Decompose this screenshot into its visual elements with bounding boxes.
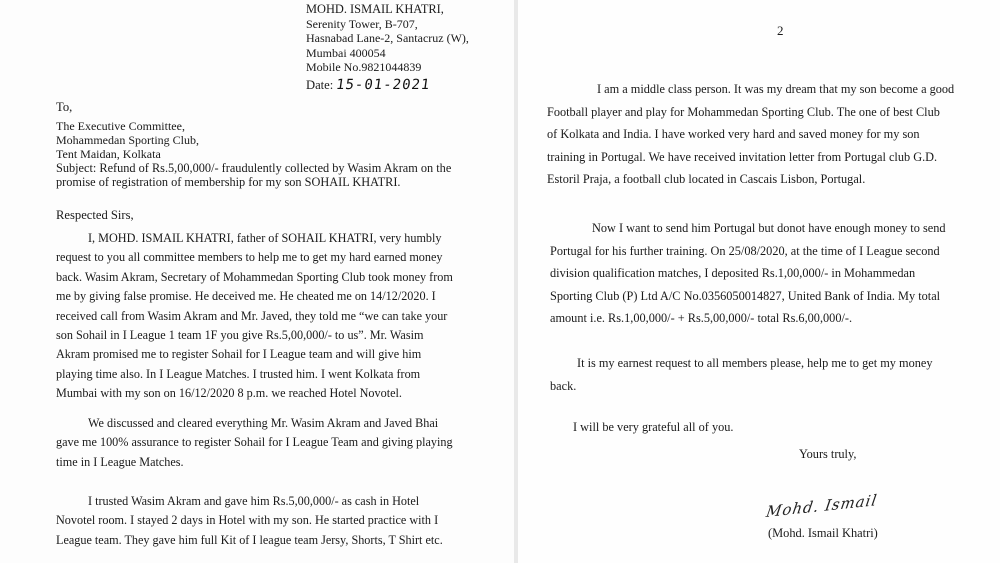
text-line: back. <box>550 378 577 393</box>
sender-address-line: Mumbai 400054 <box>306 46 386 60</box>
closing: Yours truly, <box>799 447 857 461</box>
paragraph-3 <box>56 492 443 550</box>
subject-line: Subject: Refund of Rs.5,00,000/- fraudulently collected by Wasim Akram on the <box>56 161 452 175</box>
text-line: We discussed and cleared everything Mr. Wasim Akram and Javed Bhai <box>88 416 439 430</box>
text-line: I, MOHD. ISMAIL KHATRI, father of SOHAIL KHATRI, very humbly <box>88 231 442 245</box>
handwritten-date: 15-01-2021 <box>335 77 432 93</box>
text-line: I am a middle class person. It was my dream that my son become a good <box>597 82 955 96</box>
text-line: me by giving false promise. He deceived me. He cheated me on 14/12/2020. I <box>56 289 436 304</box>
date-label: Date: <box>306 78 334 92</box>
text-line: It is my earnest request to all members please, help me to get my money <box>577 356 933 370</box>
recipient-line: Tent Maidan, Kolkata <box>56 147 161 161</box>
text-line: Novotel room. I stayed 2 days in Hotel with my son. He started practice with I <box>56 513 439 528</box>
text-line: I trusted Wasim Akram and gave him Rs.5,00,000/- as cash in Hotel <box>88 494 420 508</box>
sender-address-line: Serenity Tower, B-707, <box>306 17 418 31</box>
paragraph-3 <box>550 352 933 397</box>
signatory-name: (Mohd. Ismail Khatri) <box>768 526 878 540</box>
text-line: Mumbai with my son on 16/12/2020 8 p.m. we reached Hotel Novotel. <box>56 386 402 401</box>
text-line: division qualification matches, I deposited Rs.1,00,000/- in Mohammedan <box>550 266 916 280</box>
text-line: back. Wasim Akram, Secretary of Mohammedan Sporting Club took money from <box>56 269 453 284</box>
text-line: League team. They gave him full Kit of I league team Jersy, Shorts, T Shirt etc. <box>56 532 443 547</box>
date-line <box>306 77 431 93</box>
text-line: of Kolkata and India. I have worked very hard and saved money for my son <box>547 127 920 141</box>
paragraph-4: I will be very grateful all of you. <box>573 420 734 434</box>
recipient-line: The Executive Committee, <box>56 119 185 133</box>
page-number: 2 <box>777 23 784 38</box>
text-line: Now I want to send him Portugal but donot have enough money to send <box>592 221 946 235</box>
letter-page-2 <box>518 0 1000 563</box>
recipient-line: Mohammedan Sporting Club, <box>56 133 199 147</box>
paragraph-1 <box>547 78 954 191</box>
text-line: Football player and play for Mohammedan Sporting Club. The one of best Club <box>547 104 940 119</box>
sender-mobile: Mobile No.9821044839 <box>306 60 422 74</box>
text-line: Akram promised me to register Sohail for I League team and will give him <box>56 347 422 362</box>
text-line: received call from Wasim Akram and Mr. Javed, they told me “we can take your <box>56 308 448 323</box>
paragraph-1 <box>56 229 518 404</box>
to-label: To, <box>56 100 73 114</box>
paragraph-2 <box>550 217 946 330</box>
text-line: Estoril Praja, a football club located in Cascais Lisbon, Portugal. <box>547 172 866 186</box>
text-line: training in Portugal. We have received invitation letter from Portugal club G.D. <box>547 149 938 164</box>
subject-line: promise of registration of membership for my son SOHAIL KHATRI. <box>56 175 401 189</box>
sender-name: MOHD. ISMAIL KHATRI, <box>306 2 444 16</box>
sender-address-line: Hasnabad Lane-2, Santacruz (W), <box>306 31 469 45</box>
handwritten-signature: Mohd. Ismail <box>764 490 879 522</box>
text-line: son Sohail in I League 1 team 1F you give Rs.5,00,000/- to us”. Mr. Wasim <box>56 328 424 343</box>
text-line: amount i.e. Rs.1,00,000/- + Rs.5,00,000/- total Rs.6,00,000/-. <box>550 311 853 325</box>
text-line: Sporting Club (P) Ltd A/C No.0356050014827, United Bank of India. My total <box>550 288 941 303</box>
text-line: playing time also. In I League Matches. I trusted him. I went Kolkata from <box>56 366 421 381</box>
text-line: time in I League Matches. <box>56 454 184 469</box>
text-line: Portugal for his further training. On 25/08/2020, at the time of I League second <box>550 243 940 258</box>
paragraph-2 <box>56 414 453 472</box>
text-line: request to you all committee members to help me to get my hard earned money <box>56 250 443 265</box>
text-line: gave me 100% assurance to register Sohail for I League Team and giving playing <box>56 435 453 450</box>
salutation: Respected Sirs, <box>56 208 134 222</box>
